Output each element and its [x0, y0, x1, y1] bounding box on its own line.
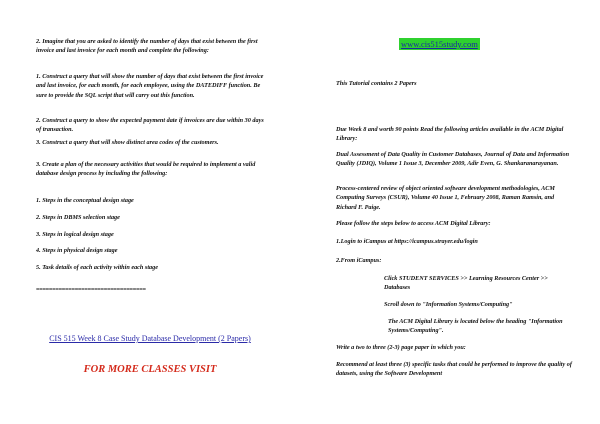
- step-2a: Click STUDENT SERVICES >> Learning Resources Center >> Databases: [384, 275, 548, 292]
- step-task-details: 5. Task details of each activity within each stage: [36, 264, 158, 271]
- step-logical: 3. Steps in logical design stage: [36, 231, 114, 238]
- recommend-task: Recommend at least three (3) specific tasks that could be performed to improve the quality of datasets, using the Software Development: [336, 361, 572, 378]
- course-link[interactable]: CIS 515 Week 8 Case Study Database Development (2 Papers): [49, 334, 251, 343]
- promo-heading: FOR MORE CLASSES VISIT: [83, 364, 217, 375]
- task-2: 2. Construct a query to show the expected payment date if invoices are due within 30 days of transaction.: [36, 117, 264, 134]
- write-instruction: Write a two to three (2-3) page paper in which you:: [336, 344, 466, 351]
- article-1: Dual Assessment of Data Quality in Customer Databases, Journal of Data and Information Quality (JDIQ), Volume 1 Issue 3, December 2009, Adir Even, G. Shankaranarayanan.: [336, 151, 570, 168]
- step-dbms: 2. Steps in DBMS selection stage: [36, 214, 120, 221]
- question-intro: 2. Imagine that you are asked to identify the number of days that exist between the first invoice and last invoice for each month and complete the following:: [36, 38, 258, 55]
- task-3: 3. Construct a query that will show distinct area codes of the customers.: [36, 139, 219, 146]
- step-1: 1.Login to iCampus at https://icampus.strayer.edu/login: [336, 238, 478, 245]
- site-link[interactable]: www.cis515study.com: [401, 39, 478, 49]
- steps-intro: Please follow the steps below to access ACM Digital Library:: [336, 220, 491, 227]
- step-2c: The ACM Digital Library is located below the heading "Information Systems/Computing".: [388, 318, 563, 335]
- divider-line: ==================================: [36, 286, 146, 293]
- due-note: Due Week 8 and worth 90 points Read the following articles available in the ACM Digital Library:: [336, 126, 564, 143]
- tutorial-note: This Tutorial contains 2 Papers: [336, 80, 417, 87]
- step-2b: Scroll down to "Information Systems/Computing": [384, 301, 513, 308]
- step-conceptual: 1. Steps in the conceptual design stage: [36, 197, 134, 204]
- task-4: 3. Create a plan of the necessary activities that would be required to implement a valid database design process by including the following:: [36, 161, 256, 178]
- step-physical: 4. Steps in physical design stage: [36, 247, 118, 254]
- step-2: 2.From iCampus:: [336, 257, 382, 264]
- task-1: 1. Construct a query that will show the number of days that exist between the first invoice and last invoice, for each month, for each employee, using the DATEDIFF function. Be sure to provide the SQL script that will carry out this function.: [36, 73, 264, 99]
- article-2: Process-centered review of object oriented software development methodologies, ACM Computing Surveys (CSUR), Volume 40 Issue 1, February 2008, Raman Ramsin, and Richard F. Paige.: [336, 185, 555, 211]
